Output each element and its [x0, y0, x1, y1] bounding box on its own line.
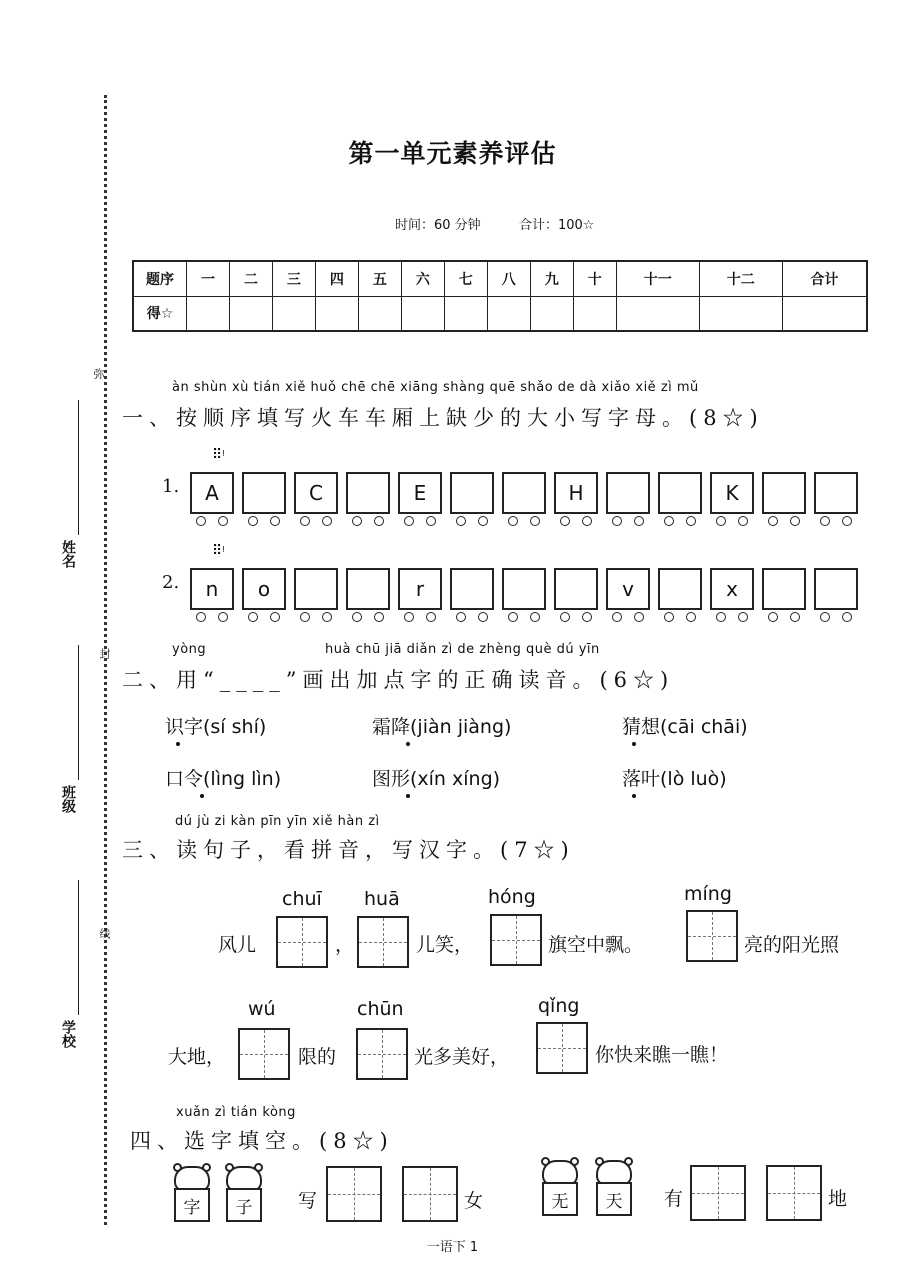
q4-text: 地	[828, 1188, 848, 1210]
q2-item: 图形(xín xíng)	[372, 768, 501, 790]
wheel-icon	[508, 612, 518, 622]
wheel-icon	[634, 612, 644, 622]
train-car-blank[interactable]	[242, 472, 286, 514]
train-car-blank[interactable]	[294, 568, 338, 610]
wheel-icon	[686, 516, 696, 526]
score-table	[132, 260, 868, 332]
car-letter: r	[415, 577, 425, 601]
wheels	[608, 516, 648, 526]
tiger-card-icon	[538, 1160, 582, 1218]
wheels	[504, 516, 544, 526]
wheel-icon	[426, 516, 436, 526]
wheel-icon	[478, 516, 488, 526]
table-cell: 八	[487, 261, 530, 296]
wheel-icon	[634, 516, 644, 526]
wheel-icon	[686, 612, 696, 622]
train-2-number: 2.	[162, 572, 180, 593]
page-title: 第一单元素养评估	[348, 139, 557, 168]
box-pinyin: qǐng	[538, 995, 580, 1017]
char-box[interactable]	[276, 916, 328, 968]
train-car-letter	[398, 568, 442, 610]
train-car-blank[interactable]	[814, 472, 858, 514]
wheels	[244, 516, 284, 526]
wheel-icon	[248, 516, 258, 526]
wheel-icon	[582, 516, 592, 526]
wheel-icon	[790, 516, 800, 526]
train-car-letter	[710, 472, 754, 514]
box-pinyin: hóng	[488, 886, 536, 908]
train-car-blank[interactable]	[658, 568, 702, 610]
wheels	[556, 516, 596, 526]
char-box[interactable]	[326, 1166, 382, 1222]
choice-char: 子	[226, 1188, 262, 1222]
train-car-letter	[398, 472, 442, 514]
car-letter: A	[205, 481, 219, 505]
wheels	[192, 612, 232, 622]
choice-char: 无	[542, 1182, 578, 1216]
q4-pinyin: xuǎn zì tián kòng	[176, 1105, 296, 1120]
score-cell[interactable]	[444, 296, 487, 331]
score-cell[interactable]	[782, 296, 867, 331]
wheel-icon	[820, 612, 830, 622]
wheels	[816, 516, 856, 526]
name-label: 姓名	[60, 540, 76, 568]
train-car-letter	[242, 568, 286, 610]
wheel-icon	[790, 612, 800, 622]
wheel-icon	[716, 612, 726, 622]
wheel-icon	[270, 612, 280, 622]
wheel-icon	[196, 516, 206, 526]
wheel-icon	[218, 612, 228, 622]
wheels	[712, 516, 752, 526]
seal-tick-mi: 弥	[92, 368, 105, 379]
q3-text: 你快来瞧一瞧！	[595, 1044, 729, 1066]
wheel-icon	[664, 612, 674, 622]
train-car-blank[interactable]	[606, 472, 650, 514]
wheels	[348, 516, 388, 526]
wheels	[192, 516, 232, 526]
score-cell[interactable]	[530, 296, 573, 331]
table-cell: 三	[272, 261, 315, 296]
train-car-letter	[606, 568, 650, 610]
train-car-blank[interactable]	[762, 472, 806, 514]
tiger-card-icon	[592, 1160, 636, 1218]
emphasis-dot	[176, 742, 180, 746]
score-cell[interactable]	[358, 296, 401, 331]
wheel-icon	[404, 612, 414, 622]
train-car-blank[interactable]	[762, 568, 806, 610]
q2-title: 二、用“____”画出加点字的正确读音。(6☆)	[122, 668, 675, 692]
table-cell: 题序	[133, 261, 187, 296]
chimney-icon: ⠿ᵎ	[212, 447, 225, 463]
car-letter: K	[725, 481, 739, 505]
table-cell: 一	[187, 261, 230, 296]
train-car-blank[interactable]	[658, 472, 702, 514]
wheel-icon	[352, 612, 362, 622]
score-cell[interactable]	[315, 296, 358, 331]
wheel-icon	[426, 612, 436, 622]
table-cell: 五	[358, 261, 401, 296]
wheel-icon	[560, 516, 570, 526]
score-cell[interactable]	[229, 296, 272, 331]
train-car-letter	[710, 568, 754, 610]
class-blank-line[interactable]	[78, 645, 79, 780]
char-box[interactable]	[690, 1165, 746, 1221]
wheel-icon	[456, 516, 466, 526]
page-footer: 一语下 1	[426, 1240, 479, 1255]
q2-item: 落叶(lò luò)	[622, 768, 727, 790]
wheel-icon	[820, 516, 830, 526]
wheels	[504, 612, 544, 622]
score-cell[interactable]	[573, 296, 616, 331]
train-1	[190, 472, 858, 514]
q2-item: 猜想(cāi chāi)	[622, 716, 748, 738]
score-cell[interactable]	[272, 296, 315, 331]
car-letter: E	[413, 481, 427, 505]
wheel-icon	[270, 516, 280, 526]
choice-char: 字	[174, 1188, 210, 1222]
char-box[interactable]	[402, 1166, 458, 1222]
train-car-blank[interactable]	[346, 472, 390, 514]
wheels	[296, 516, 336, 526]
table-cell: 十	[573, 261, 616, 296]
score-cell[interactable]	[616, 296, 699, 331]
wheel-icon	[664, 516, 674, 526]
wheel-icon	[560, 612, 570, 622]
table-cell: 九	[530, 261, 573, 296]
wheels	[348, 612, 388, 622]
wheels	[764, 612, 804, 622]
char-box[interactable]	[686, 910, 738, 962]
wheel-icon	[530, 612, 540, 622]
wheel-icon	[716, 516, 726, 526]
table-cell: 十一	[616, 261, 699, 296]
q3-title: 三、读句子，看拼音，写汉字。(7☆)	[122, 838, 575, 862]
train-car-letter	[294, 472, 338, 514]
binding-dotted-line	[104, 95, 107, 1225]
q3-pinyin: dú jù zi kàn pīn yīn xiě hàn zì	[175, 814, 380, 829]
train-2	[190, 568, 858, 610]
table-cell: 四	[315, 261, 358, 296]
wheels	[660, 612, 700, 622]
q4-title: 四、选字填空。(8☆)	[130, 1129, 394, 1153]
wheel-icon	[218, 516, 228, 526]
seal-tick-feng: 封	[98, 648, 111, 659]
q3-text: 光多美好，	[414, 1046, 510, 1068]
table-cell: 六	[401, 261, 444, 296]
q4-text: 女	[464, 1190, 484, 1212]
char-box[interactable]	[766, 1165, 822, 1221]
total-score: 合计：100☆	[518, 218, 595, 233]
wheels	[816, 612, 856, 622]
box-pinyin: míng	[684, 883, 732, 905]
emphasis-dot	[406, 794, 410, 798]
box-pinyin: chuī	[282, 888, 322, 910]
q3-text: 亮的阳光照	[744, 934, 840, 956]
char-box[interactable]	[356, 1028, 408, 1080]
q1-pinyin: àn shùn xù tián xiě huǒ chē chē xiāng shàng quē shǎo de dà xiǎo xiě zì mǔ	[172, 380, 699, 395]
school-label: 学校	[60, 1020, 76, 1048]
wheels	[556, 612, 596, 622]
table-cell: 合计	[782, 261, 867, 296]
q3-text: 限的	[298, 1046, 337, 1068]
wheels	[244, 612, 284, 622]
wheel-icon	[248, 612, 258, 622]
wheel-icon	[612, 612, 622, 622]
train-car-blank[interactable]	[346, 568, 390, 610]
q2-item: 识字(sí shí)	[165, 716, 267, 738]
table-cell: 七	[444, 261, 487, 296]
wheels	[452, 612, 492, 622]
score-cell[interactable]	[699, 296, 782, 331]
chimney-icon: ⠿ᵎ	[212, 543, 225, 559]
wheel-icon	[530, 516, 540, 526]
name-blank-line[interactable]	[78, 400, 79, 535]
wheels	[400, 612, 440, 622]
score-table-header-row	[133, 261, 867, 296]
time-limit: 时间：60 分钟	[395, 218, 481, 233]
wheel-icon	[508, 516, 518, 526]
wheel-icon	[374, 612, 384, 622]
score-cell[interactable]	[401, 296, 444, 331]
box-pinyin: wú	[248, 998, 276, 1020]
q4-text: 有	[664, 1188, 684, 1210]
table-cell: 二	[229, 261, 272, 296]
exam-meta	[395, 214, 594, 233]
char-box[interactable]	[357, 916, 409, 968]
wheel-icon	[322, 516, 332, 526]
wheels	[764, 516, 804, 526]
train-car-blank[interactable]	[450, 472, 494, 514]
box-pinyin: huā	[364, 888, 400, 910]
q3-text: 风儿	[218, 934, 257, 956]
q3-text: 儿笑，	[416, 934, 474, 956]
wheel-icon	[738, 516, 748, 526]
seal-tick-xian: 线	[98, 928, 111, 939]
q4-text: 写	[298, 1190, 318, 1212]
emphasis-dot	[632, 742, 636, 746]
wheel-icon	[196, 612, 206, 622]
wheels	[608, 612, 648, 622]
wheel-icon	[478, 612, 488, 622]
wheel-icon	[352, 516, 362, 526]
choice-char: 天	[596, 1182, 632, 1216]
train-car-blank[interactable]	[502, 568, 546, 610]
wheel-icon	[582, 612, 592, 622]
q2-item: 口令(lìng lìn)	[165, 768, 282, 790]
wheel-icon	[374, 516, 384, 526]
wheel-icon	[322, 612, 332, 622]
emphasis-dot	[632, 794, 636, 798]
wheels	[660, 516, 700, 526]
wheels	[452, 516, 492, 526]
wheel-icon	[404, 516, 414, 526]
car-letter: v	[622, 577, 634, 601]
char-box[interactable]	[238, 1028, 290, 1080]
train-car-blank[interactable]	[502, 472, 546, 514]
train-1-number: 1.	[162, 476, 180, 497]
q1-title: 一、按顺序填写火车车厢上缺少的大小写字母。(8☆)	[122, 406, 764, 430]
wheel-icon	[842, 516, 852, 526]
train-car-letter	[190, 568, 234, 610]
q2-item: 霜降(jiàn jiàng)	[372, 716, 512, 738]
emphasis-dot	[200, 794, 204, 798]
wheel-icon	[300, 612, 310, 622]
q3-text: 旗空中飘。	[548, 934, 644, 956]
train-car-blank[interactable]	[554, 568, 598, 610]
char-box[interactable]	[536, 1022, 588, 1074]
wheel-icon	[842, 612, 852, 622]
tiger-card-icon	[170, 1166, 214, 1224]
score-cell[interactable]	[187, 296, 230, 331]
q3-text: 大地，	[168, 1046, 226, 1068]
emphasis-dot	[406, 742, 410, 746]
wheel-icon	[768, 612, 778, 622]
car-letter: x	[726, 577, 738, 601]
car-letter: H	[568, 481, 584, 505]
box-pinyin: chūn	[357, 998, 404, 1020]
wheel-icon	[738, 612, 748, 622]
train-car-letter	[554, 472, 598, 514]
wheel-icon	[612, 516, 622, 526]
class-label: 班级	[60, 785, 76, 813]
tiger-card-icon	[222, 1166, 266, 1224]
car-letter: C	[309, 481, 323, 505]
wheel-icon	[456, 612, 466, 622]
wheels	[712, 612, 752, 622]
table-cell: 十二	[699, 261, 782, 296]
wheels	[296, 612, 336, 622]
score-table-score-row	[133, 296, 867, 331]
score-cell[interactable]	[487, 296, 530, 331]
train-car-letter	[190, 472, 234, 514]
wheel-icon	[768, 516, 778, 526]
train-car-blank[interactable]	[814, 568, 858, 610]
table-cell: 得☆	[133, 296, 187, 331]
school-blank-line[interactable]	[78, 880, 79, 1015]
wheel-icon	[300, 516, 310, 526]
char-box[interactable]	[490, 914, 542, 966]
car-letter: n	[205, 577, 219, 601]
q2-pinyin: huà chū jiā diǎn zì de zhèng què dú yīn	[325, 642, 600, 657]
q3-text: ，	[335, 934, 355, 956]
wheels	[400, 516, 440, 526]
train-car-blank[interactable]	[450, 568, 494, 610]
car-letter: o	[257, 577, 271, 601]
q2-pinyin-yong: yòng	[172, 642, 207, 657]
